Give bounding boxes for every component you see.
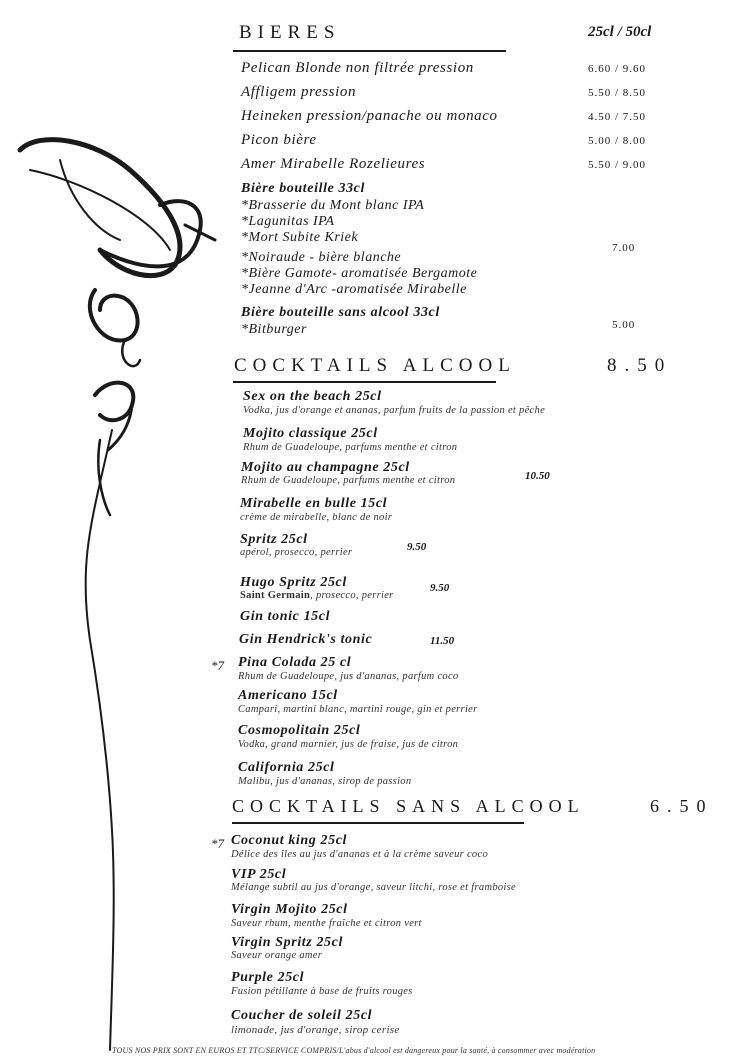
cocktail-name: Spritz 25cl	[240, 532, 308, 547]
cocktails-alcool-price: 8.50	[607, 355, 673, 376]
bottle-beer-item: *Brasserie du Mont blanc IPA	[241, 198, 425, 213]
cocktail-desc: crème de mirabelle, blanc de noir	[240, 512, 393, 523]
cocktail-desc: Rhum de Guadeloupe, parfums menthe et citron	[243, 442, 458, 453]
beer-name: Amer Mirabelle Rozelieures	[241, 156, 426, 172]
beer-name: Heineken pression/panache ou monaco	[241, 108, 498, 124]
cocktail-desc: Rhum de Guadeloupe, parfums menthe et citron	[241, 475, 456, 486]
cocktail-name: Gin tonic 15cl	[240, 609, 331, 624]
beer-name: Picon bière	[241, 132, 317, 148]
cocktail-price: 9.50	[407, 541, 427, 553]
cocktail-name: California 25cl	[238, 760, 335, 775]
na-beer-title: Bière bouteille sans alcool 33cl	[241, 305, 440, 320]
cocktail-desc: apérol, prosecco, perrier	[240, 547, 353, 558]
mocktail-desc: limonade, jus d'orange, sirop cerise	[231, 1024, 400, 1036]
bottle-beer-item: *Noiraude - bière blanche	[241, 250, 402, 265]
section-rule	[233, 50, 506, 52]
mocktail-name: Coucher de soleil 25cl	[231, 1008, 373, 1023]
mocktail-desc: Saveur orange amer	[231, 950, 323, 961]
na-beer-price: 5.00	[612, 319, 636, 331]
na-beer-item: *Bitburger	[241, 322, 307, 337]
cocktail-name: Americano 15cl	[238, 688, 338, 703]
bottle-beer-item: *Jeanne d'Arc -aromatisée Mirabelle	[241, 282, 467, 297]
cocktail-desc: Rhum de Guadeloupe, jus d'ananas, parfum coco	[238, 671, 459, 682]
cocktail-name: Pina Colada 25 cl	[238, 655, 352, 670]
bottle-beer-item: *Mort Subite Kriek	[241, 230, 359, 245]
pina-colada-star-note: *7	[211, 658, 224, 673]
mocktail-name: Coconut king 25cl	[231, 833, 347, 848]
cocktail-desc: Vodka, jus d'orange et ananas, parfum fruits de la passion et pêche	[243, 405, 546, 416]
bottle-beer-item: *Lagunitas IPA	[241, 214, 335, 229]
section-rule	[232, 822, 524, 824]
bieres-sizes: 25cl / 50cl	[588, 24, 652, 40]
mocktail-name: Purple 25cl	[231, 970, 305, 985]
beer-price: 5.50 / 8.50	[588, 87, 647, 99]
cocktail-price: 11.50	[430, 635, 455, 647]
beer-name: Affligem pression	[241, 84, 357, 100]
section-rule	[233, 381, 496, 383]
bottle-beer-item: *Bière Gamote- aromatisée Bergamote	[241, 266, 478, 281]
cocktail-desc: Malibu, jus d'ananas, sirop de passion	[238, 776, 412, 787]
beer-price: 5.00 / 8.00	[588, 135, 647, 147]
cocktail-price: 9.50	[430, 582, 450, 594]
cocktail-name: Gin Hendrick's tonic	[239, 632, 373, 647]
bottle-beer-title: Bière bouteille 33cl	[241, 181, 365, 196]
mocktail-desc: Mélange subtil au jus d'orange, saveur litchi, rose et framboise	[231, 882, 516, 893]
cocktail-desc: Campari, martini blanc, martini rouge, gin et perrier	[238, 704, 478, 715]
mocktail-desc: Saveur rhum, menthe fraîche et citron vert	[231, 918, 422, 929]
cocktails-sans-alcool-price: 6.50	[650, 796, 714, 816]
mocktail-name: VIP 25cl	[231, 867, 287, 882]
cocktail-desc	[240, 590, 394, 601]
mocktail-name: Virgin Mojito 25cl	[231, 902, 348, 917]
mocktail-desc: Fusion pétillante à base de fruits rouges	[231, 986, 413, 997]
cocktail-name: Hugo Spritz 25cl	[240, 575, 347, 590]
section-title-cocktails-alcool: COCKTAILS ALCOOL	[234, 355, 516, 376]
cocktail-desc-rest: , prosecco, perrier	[310, 590, 394, 601]
cocktail-desc: Vodka, grand marnier, jus de fraise, jus de citron	[238, 739, 459, 750]
bar-script-decoration	[0, 0, 230, 1060]
cocktail-name: Mirabelle en bulle 15cl	[240, 496, 388, 511]
cocktail-name: Cosmopolitain 25cl	[238, 723, 361, 738]
coconut-king-star-note: *7	[211, 836, 224, 851]
mocktail-name: Virgin Spritz 25cl	[231, 935, 343, 950]
mocktail-desc: Délice des îles au jus d'ananas et à la crème saveur coco	[231, 849, 488, 860]
cocktail-name: Sex on the beach 25cl	[243, 389, 382, 404]
cocktail-name: Mojito classique 25cl	[243, 426, 378, 441]
beer-price: 4.50 / 7.50	[588, 111, 647, 123]
section-title-bieres: BIERES	[239, 22, 341, 43]
beer-price: 6.60 / 9.60	[588, 63, 647, 75]
beer-name: Pelican Blonde non filtrée pression	[241, 60, 474, 76]
bottle-beer-price: 7.00	[612, 242, 636, 254]
cocktail-price: 10.50	[525, 470, 550, 482]
cocktail-name: Mojito au champagne 25cl	[241, 460, 410, 475]
footer-legal-note: TOUS NOS PRIX SONT EN EUROS ET TTC/SERVICE COMPRIS/L'abus d'alcool est dangereux pour la santé, à consommer avec modération	[112, 1046, 596, 1055]
section-title-cocktails-sans-alcool: COCKTAILS SANS ALCOOL	[232, 796, 585, 816]
cocktail-desc-bold: Saint Germain	[240, 590, 311, 601]
beer-price: 5.50 / 9.00	[588, 159, 647, 171]
